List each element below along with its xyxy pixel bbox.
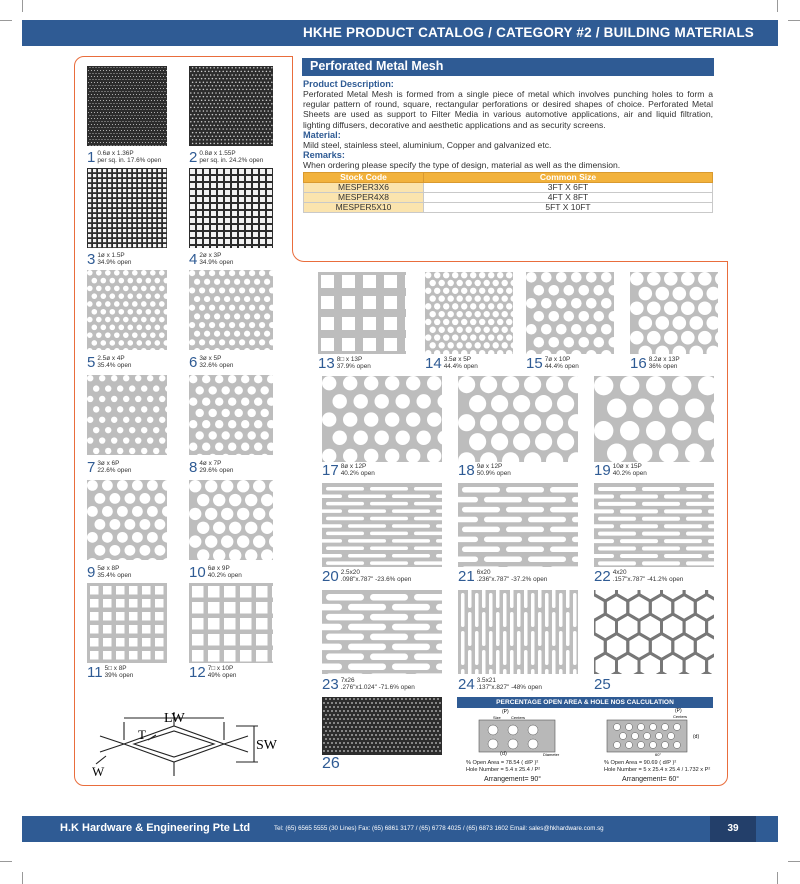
perforation-sample-4 — [189, 168, 273, 248]
catalog-header-title: HKHE PRODUCT CATALOG / CATEGORY #2 / BUILDING MATERIALS — [302, 25, 754, 40]
perforation-sample-12 — [189, 583, 273, 663]
perforation-sample-21 — [458, 483, 578, 567]
sample-label — [189, 150, 263, 165]
sample-spec-size: 8.2ø x 13P — [648, 356, 680, 363]
sample-spec — [199, 150, 263, 164]
sample-spec-open: 36% open — [648, 363, 678, 370]
sample-spec-open: 22.6% open — [97, 467, 132, 474]
sample-number: 23 — [322, 676, 339, 693]
sample-label — [322, 756, 342, 771]
lw-label: LW — [164, 711, 185, 726]
description-heading: Product Description: — [303, 79, 394, 89]
sample-label — [318, 356, 371, 371]
sample-spec-size: 2.5x20 — [340, 569, 360, 576]
centers-label-right: Centers — [673, 714, 688, 719]
crop-mark — [22, 872, 23, 884]
sample-number: 12 — [189, 664, 206, 681]
sample-spec — [477, 677, 542, 691]
stock-code-cell: MESPER4X8 — [304, 193, 424, 203]
sample-spec — [97, 252, 131, 266]
sample-spec-size: 0.6ø x 1.36P — [97, 150, 134, 157]
perforation-sample-7 — [87, 375, 167, 455]
sample-spec-size: 0.8ø x 1.55P — [199, 150, 236, 157]
remarks-text: When ordering please specify the type of design, material as well as the dimension. — [303, 160, 621, 171]
angle-label: 60° — [655, 752, 662, 757]
sample-spec — [477, 569, 548, 583]
common-size-cell: 5FT X 10FT — [424, 203, 713, 213]
sample-spec — [105, 665, 134, 679]
sample-spec — [444, 356, 478, 370]
p-label-left: (P) — [502, 709, 509, 715]
sample-spec-open: 50.9% open — [476, 470, 511, 477]
crop-mark — [788, 861, 800, 862]
crop-mark — [777, 0, 778, 12]
perforation-sample-20 — [322, 483, 442, 567]
sample-spec-size: 4ø x 7P — [199, 460, 222, 467]
sample-label — [87, 665, 133, 680]
sample-spec-open: .098"x.787" -23.6% open — [340, 576, 412, 583]
sample-spec — [341, 569, 412, 583]
size-label: Size — [493, 715, 501, 720]
sample-spec — [477, 463, 511, 477]
sample-spec-open: 40.2% open — [612, 470, 647, 477]
sample-spec-open: per sq. in. 24.2% open — [199, 157, 264, 164]
calculation-title: PERCENTAGE OPEN AREA & HOLE NOS CALCULATION — [457, 697, 713, 708]
diameter-label: Diameter — [543, 752, 560, 757]
sample-spec — [341, 463, 375, 477]
sample-number: 17 — [322, 462, 339, 479]
sample-spec-open: 34.9% open — [199, 259, 234, 266]
sample-number: 24 — [458, 676, 475, 693]
crop-mark — [788, 20, 800, 21]
sample-spec — [97, 150, 161, 164]
sample-number: 15 — [526, 355, 543, 372]
perforation-sample-24 — [458, 590, 578, 674]
stock-table — [303, 172, 713, 213]
perforation-sample-22 — [594, 483, 714, 567]
sample-label — [189, 252, 233, 267]
sample-label — [322, 569, 411, 584]
sample-spec-size: 9ø x 12P — [476, 463, 503, 470]
stock-code-header: Stock Code — [304, 173, 424, 183]
sample-number: 9 — [87, 564, 96, 581]
perforation-sample-6 — [189, 270, 273, 350]
sample-spec-size: 5ø x 8P — [97, 565, 120, 572]
sample-spec-size: 6x20 — [476, 569, 491, 576]
sample-spec-size: 5□ x 8P — [104, 665, 127, 672]
sample-spec-open: 40.2% open — [340, 470, 375, 477]
sample-label — [87, 565, 131, 580]
sample-label — [189, 565, 242, 580]
sample-spec-open: .157"x.787" -41.2% open — [612, 576, 684, 583]
perforation-sample-9 — [87, 480, 167, 560]
sample-number: 21 — [458, 568, 475, 585]
centers-label-left: Centers — [511, 715, 526, 720]
sample-spec — [337, 356, 371, 370]
sample-spec-size: 7□ x 10P — [207, 665, 234, 672]
stock-code-cell: MESPER5X10 — [304, 203, 424, 213]
crop-mark — [777, 872, 778, 884]
perforation-sample-13 — [318, 272, 406, 354]
table-row — [304, 203, 713, 213]
common-size-cell: 4FT X 8FT — [424, 193, 713, 203]
remarks-heading: Remarks: — [303, 150, 345, 161]
sample-number: 8 — [189, 459, 198, 476]
sample-spec-open: 35.4% open — [97, 362, 132, 369]
sample-number: 6 — [189, 354, 198, 371]
sample-label — [526, 356, 579, 371]
sample-label — [189, 460, 233, 475]
sample-spec — [545, 356, 579, 370]
sample-label — [594, 463, 647, 478]
product-description — [303, 79, 713, 170]
sample-spec-open: .236"x.787" -37.2% open — [476, 576, 548, 583]
sample-label — [458, 677, 542, 692]
sample-spec — [97, 460, 131, 474]
sample-number: 14 — [425, 355, 442, 372]
sample-number: 2 — [189, 149, 198, 166]
sample-spec-size: 3ø x 5P — [199, 355, 222, 362]
footer-contact: Tel: (65) 6565 5555 (30 Lines) Fax: (65) 6861 3177 / (65) 6778 4025 / (65) 6873 1602 Email: sales@hkhardware.com.sg — [274, 825, 604, 832]
common-size-header: Common Size — [424, 173, 713, 183]
sample-label — [322, 677, 415, 692]
crop-mark — [0, 20, 12, 21]
open-area-formula-right: % Open Area = 90.69 ( d/P )² — [604, 760, 677, 766]
hole-number-formula-right: Hole Number = 5 x 25.4 x 25.4 / 1.732 x P² — [604, 767, 711, 773]
sw-label: SW — [256, 738, 277, 753]
sample-label — [189, 665, 236, 680]
footer-company: H.K Hardware & Engineering Pte Ltd — [60, 822, 251, 834]
sample-spec — [97, 565, 131, 579]
sample-spec-open: 44.4% open — [443, 363, 478, 370]
sample-spec — [613, 569, 684, 583]
sample-spec — [613, 463, 647, 477]
sample-number: 11 — [87, 664, 103, 681]
crop-mark — [22, 0, 23, 12]
sample-spec-open: 35.4% open — [97, 572, 132, 579]
sample-spec-open: 49% open — [207, 672, 237, 679]
sample-spec-open: 34.9% open — [97, 259, 132, 266]
sample-label — [630, 356, 680, 371]
sample-label — [189, 355, 233, 370]
sample-spec-open: .276"x1.024" -71.6% open — [340, 684, 415, 691]
t-label: T — [138, 727, 146, 742]
material-heading: Material: — [303, 129, 341, 140]
arrangement-right: Arrangement= 60° — [622, 776, 680, 783]
sample-spec-size: 4x20 — [612, 569, 627, 576]
sample-number: 10 — [189, 564, 206, 581]
diamond-inner — [134, 731, 214, 757]
d-label-left: (d) — [500, 751, 507, 757]
perforation-sample-5 — [87, 270, 167, 350]
sample-spec-size: 8□ x 13P — [336, 356, 363, 363]
arrangement-left: Arrangement= 90° — [484, 776, 542, 783]
sample-spec-size: 3.5x21 — [476, 677, 496, 684]
page-number: 39 — [710, 816, 756, 842]
sample-label — [87, 252, 131, 267]
sample-number: 3 — [87, 251, 96, 268]
stock-code-cell: MESPER3X6 — [304, 183, 424, 193]
sample-spec-open: 44.4% open — [544, 363, 579, 370]
sample-label — [87, 355, 131, 370]
perforation-sample-3 — [87, 168, 167, 248]
crop-mark — [0, 861, 12, 862]
expanded-metal-diagram — [86, 704, 286, 788]
sample-spec — [199, 460, 233, 474]
footer-bar — [22, 816, 778, 842]
perforation-sample-23 — [322, 590, 442, 674]
hole-number-formula-left: Hole Number = 5.4 x 25.4 / P² — [466, 767, 541, 773]
sample-spec — [199, 355, 233, 369]
sample-number: 18 — [458, 462, 475, 479]
perforation-sample-18 — [458, 376, 578, 462]
table-row — [304, 193, 713, 203]
sample-spec-size: 2ø x 3P — [199, 252, 222, 259]
sample-number: 13 — [318, 355, 335, 372]
w-label: W — [92, 764, 105, 779]
sample-number: 4 — [189, 251, 198, 268]
sample-spec — [208, 665, 237, 679]
catalog-header — [22, 20, 778, 46]
material-text: Mild steel, stainless steel, aluminium, Copper and galvanized etc. — [303, 139, 552, 150]
sample-spec-size: 10ø x 15P — [612, 463, 642, 470]
sample-number: 16 — [630, 355, 647, 372]
sample-number: 22 — [594, 568, 611, 585]
sample-number: 25 — [594, 676, 611, 693]
sample-spec-size: 1ø x 1.5P — [97, 252, 125, 259]
sample-number: 5 — [87, 354, 96, 371]
p-label-right: (P) — [675, 708, 682, 714]
sample-spec-open: .137"x.827" -48% open — [476, 684, 542, 691]
sample-number: 26 — [322, 755, 340, 772]
sample-spec — [97, 355, 131, 369]
sample-label — [425, 356, 478, 371]
common-size-cell: 3FT X 6FT — [424, 183, 713, 193]
product-title: Perforated Metal Mesh — [302, 58, 714, 76]
sample-spec-open: 32.6% open — [199, 362, 234, 369]
perforation-sample-11 — [87, 583, 167, 663]
perforation-sample-8 — [189, 375, 273, 455]
perforation-sample-1 — [87, 66, 167, 146]
sample-spec — [199, 252, 233, 266]
sample-number: 7 — [87, 459, 96, 476]
sample-label — [87, 460, 131, 475]
sample-spec-size: 3ø x 6P — [97, 460, 120, 467]
open-area-formula-left: % Open Area = 78.54 ( d/P )² — [466, 760, 539, 766]
sample-spec — [208, 565, 242, 579]
sample-number: 1 — [87, 149, 96, 166]
sample-label — [458, 463, 511, 478]
sample-spec — [649, 356, 680, 370]
stock-table-header-row — [304, 173, 713, 183]
d-label-right: (d) — [693, 734, 700, 740]
perforation-sample-26 — [322, 697, 442, 755]
sample-spec-open: per sq. in. 17.6% open — [97, 157, 162, 164]
perforation-sample-10 — [189, 480, 273, 560]
calculation-diagram — [457, 708, 713, 758]
perforation-sample-17 — [322, 376, 442, 462]
perforation-sample-25 — [594, 590, 714, 674]
sample-label — [322, 463, 375, 478]
sample-number: 20 — [322, 568, 339, 585]
sample-spec-size: 3.5ø x 5P — [443, 356, 472, 363]
sample-label — [594, 677, 613, 692]
sample-spec-open: 37.9% open — [336, 363, 371, 370]
sample-label — [458, 569, 547, 584]
sample-spec-size: 6ø x 9P — [207, 565, 230, 572]
description-text: Perforated Metal Mesh is formed from a single piece of metal which involves punching holes to form a regular pattern of round, square, rectangular perforations or desired shapes of choice. Perforated Metal Sheets are used as support to Filter Media in various automotive applications, air and liquid filtration, lighting diffusers, decorative and aesthetic applications and as security screens. — [303, 89, 713, 130]
sample-number: 19 — [594, 462, 611, 479]
sample-spec-size: 2.5ø x 4P — [97, 355, 125, 362]
sample-spec-size: 7ø x 10P — [544, 356, 571, 363]
perforation-sample-2 — [189, 66, 273, 146]
perforation-sample-15 — [526, 272, 614, 354]
sample-label — [87, 150, 161, 165]
sample-label — [594, 569, 683, 584]
perforation-sample-19 — [594, 376, 714, 462]
sample-spec-open: 29.6% open — [199, 467, 234, 474]
sample-spec-open: 40.2% open — [207, 572, 242, 579]
sample-spec — [341, 677, 415, 691]
sample-spec-open: 39% open — [104, 672, 134, 679]
sample-spec-size: 8ø x 12P — [340, 463, 367, 470]
table-row — [304, 183, 713, 193]
perforation-sample-16 — [630, 272, 718, 354]
perforation-sample-14 — [425, 272, 513, 354]
sample-spec-size: 7x26 — [340, 677, 355, 684]
